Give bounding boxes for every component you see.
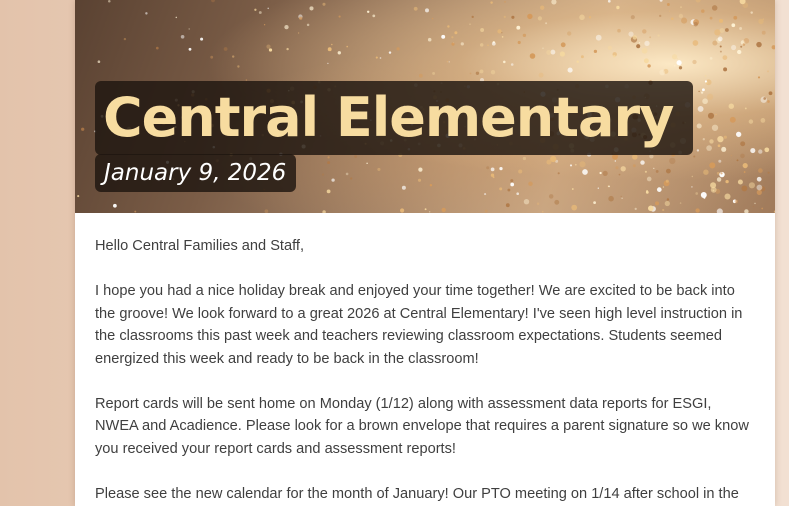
newsletter-body [75, 213, 775, 505]
newsletter-card [75, 0, 775, 506]
date-label [95, 154, 296, 192]
greeting: Hello Central Families and Staff, [95, 238, 305, 254]
title-label [95, 81, 693, 155]
paragraph-report-cards: Report cards will be sent home on Monday (1/12) along with assessment data reports for ESGI, NWEA and Acadience. Please look for a brown envelope that requires a parent signature so we know you received your report cards and assessment reports! [95, 395, 749, 457]
paragraph-welcome-back: I hope you had a nice holiday break and enjoyed your time together! We are excited to be back into the groove! We look forward to a great 2026 at Central Elementary! I've seen high level instruction in the classrooms this past week and teachers reviewing classroom expectations. Students seemed energized this week and ready to be back in the classroom! [95, 283, 743, 367]
paragraph-calendar: Please see the new calendar for the month of January! Our PTO meeting on 1/14 after school in the [95, 485, 739, 502]
school-name: Central Elementary [103, 86, 674, 149]
header-banner [75, 0, 775, 213]
newsletter-date: January 9, 2026 [104, 160, 287, 186]
